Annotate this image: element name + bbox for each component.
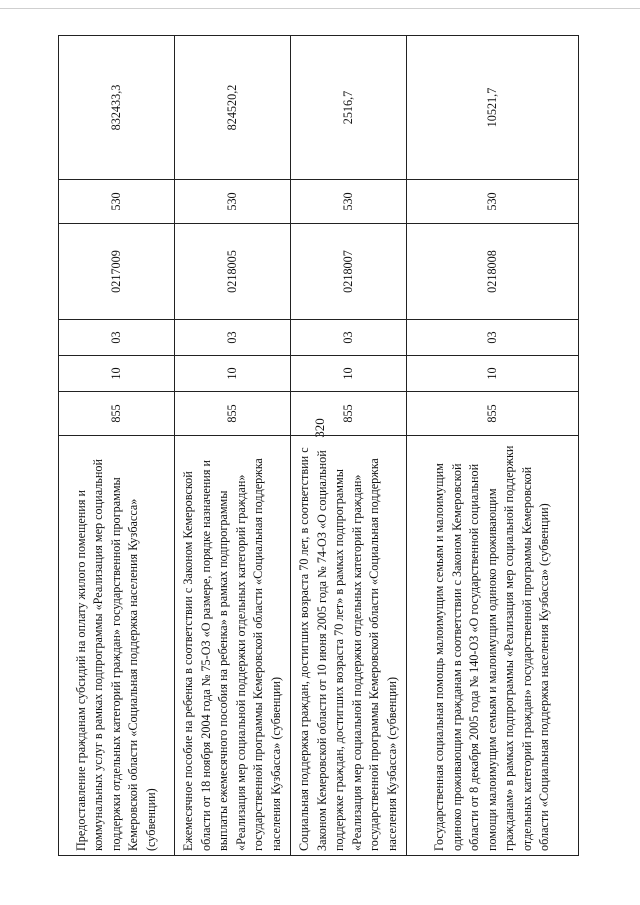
target-code: 0217009	[59, 224, 175, 320]
row-description: Государственная социальная помощь малоимущим семьям и малоимущим одиноко проживающим гражданам в соответствии с Законом Кемеровской области от 8 декабря 2005 года № 140-ОЗ «О государственной социальной помощи малоимущим семьям и малоимущим одиноко проживающим гражданам» в рамках подпрограммы «Реализация мер социальной поддержки отдельных категорий граждан» государственной программы Кемеровской области «Социальная поддержка населения Кузбасса» (субвенции)	[407, 436, 579, 856]
amount: 10521,7	[407, 36, 579, 180]
section-code: 10	[59, 356, 175, 392]
expense-type-code: 530	[291, 180, 407, 224]
subsection-code: 03	[59, 320, 175, 356]
amount: 832433,3	[59, 36, 175, 180]
section-code: 10	[175, 356, 291, 392]
page-number: 320	[312, 418, 327, 438]
subsection-code: 03	[407, 320, 579, 356]
row-description: Социальная поддержка граждан, достигших возраста 70 лет, в соответствии с Законом Кемеровской области от 10 июня 2005 года № 74-ОЗ «О социальной поддержке граждан, достигших возраста 70 лет» в рамках подпрограммы «Реализация мер социальной поддержки отдельных категорий граждан» государственной программы Кемеровской области «Социальная поддержка населения Кузбасса» (субвенции)	[291, 436, 407, 856]
row-description: Ежемесячное пособие на ребенка в соответствии с Законом Кемеровской области от 18 ноября 2004 года № 75-ОЗ «О размере, порядке назначения и выплаты ежемесячного пособия на ребенка» в рамках подпрограммы «Реализация мер социальной поддержки отдельных категорий граждан» государственной программы Кемеровской области «Социальная поддержка населения Кузбасса» (субвенции)	[175, 436, 291, 856]
ministry-code: 855	[407, 392, 579, 436]
ministry-code: 855	[59, 392, 175, 436]
amount: 824520,2	[175, 36, 291, 180]
row-description: Предоставление гражданам субсидий на оплату жилого помещения и коммунальных услуг в рамках подпрограммы «Реализация мер социальной поддержки отдельных категорий граждан» государственной программы Кемеровской области «Социальная поддержка населения Кузбасса» (субвенции)	[59, 436, 175, 856]
target-code: 0218007	[291, 224, 407, 320]
target-code: 0218005	[175, 224, 291, 320]
subsection-code: 03	[291, 320, 407, 356]
section-code: 10	[407, 356, 579, 392]
amount: 2516,7	[291, 36, 407, 180]
budget-table	[58, 35, 579, 856]
table-row	[175, 36, 291, 856]
expense-type-code: 530	[175, 180, 291, 224]
table-row	[59, 36, 175, 856]
table-row	[407, 36, 579, 856]
table-row	[291, 36, 407, 856]
subsection-code: 03	[175, 320, 291, 356]
expense-type-code: 530	[59, 180, 175, 224]
rotated-page	[58, 36, 578, 856]
section-code: 10	[291, 356, 407, 392]
expense-type-code: 530	[407, 180, 579, 224]
top-edge-rule	[0, 8, 640, 9]
target-code: 0218008	[407, 224, 579, 320]
ministry-code: 855	[175, 392, 291, 436]
ministry-code: 855	[291, 392, 407, 436]
